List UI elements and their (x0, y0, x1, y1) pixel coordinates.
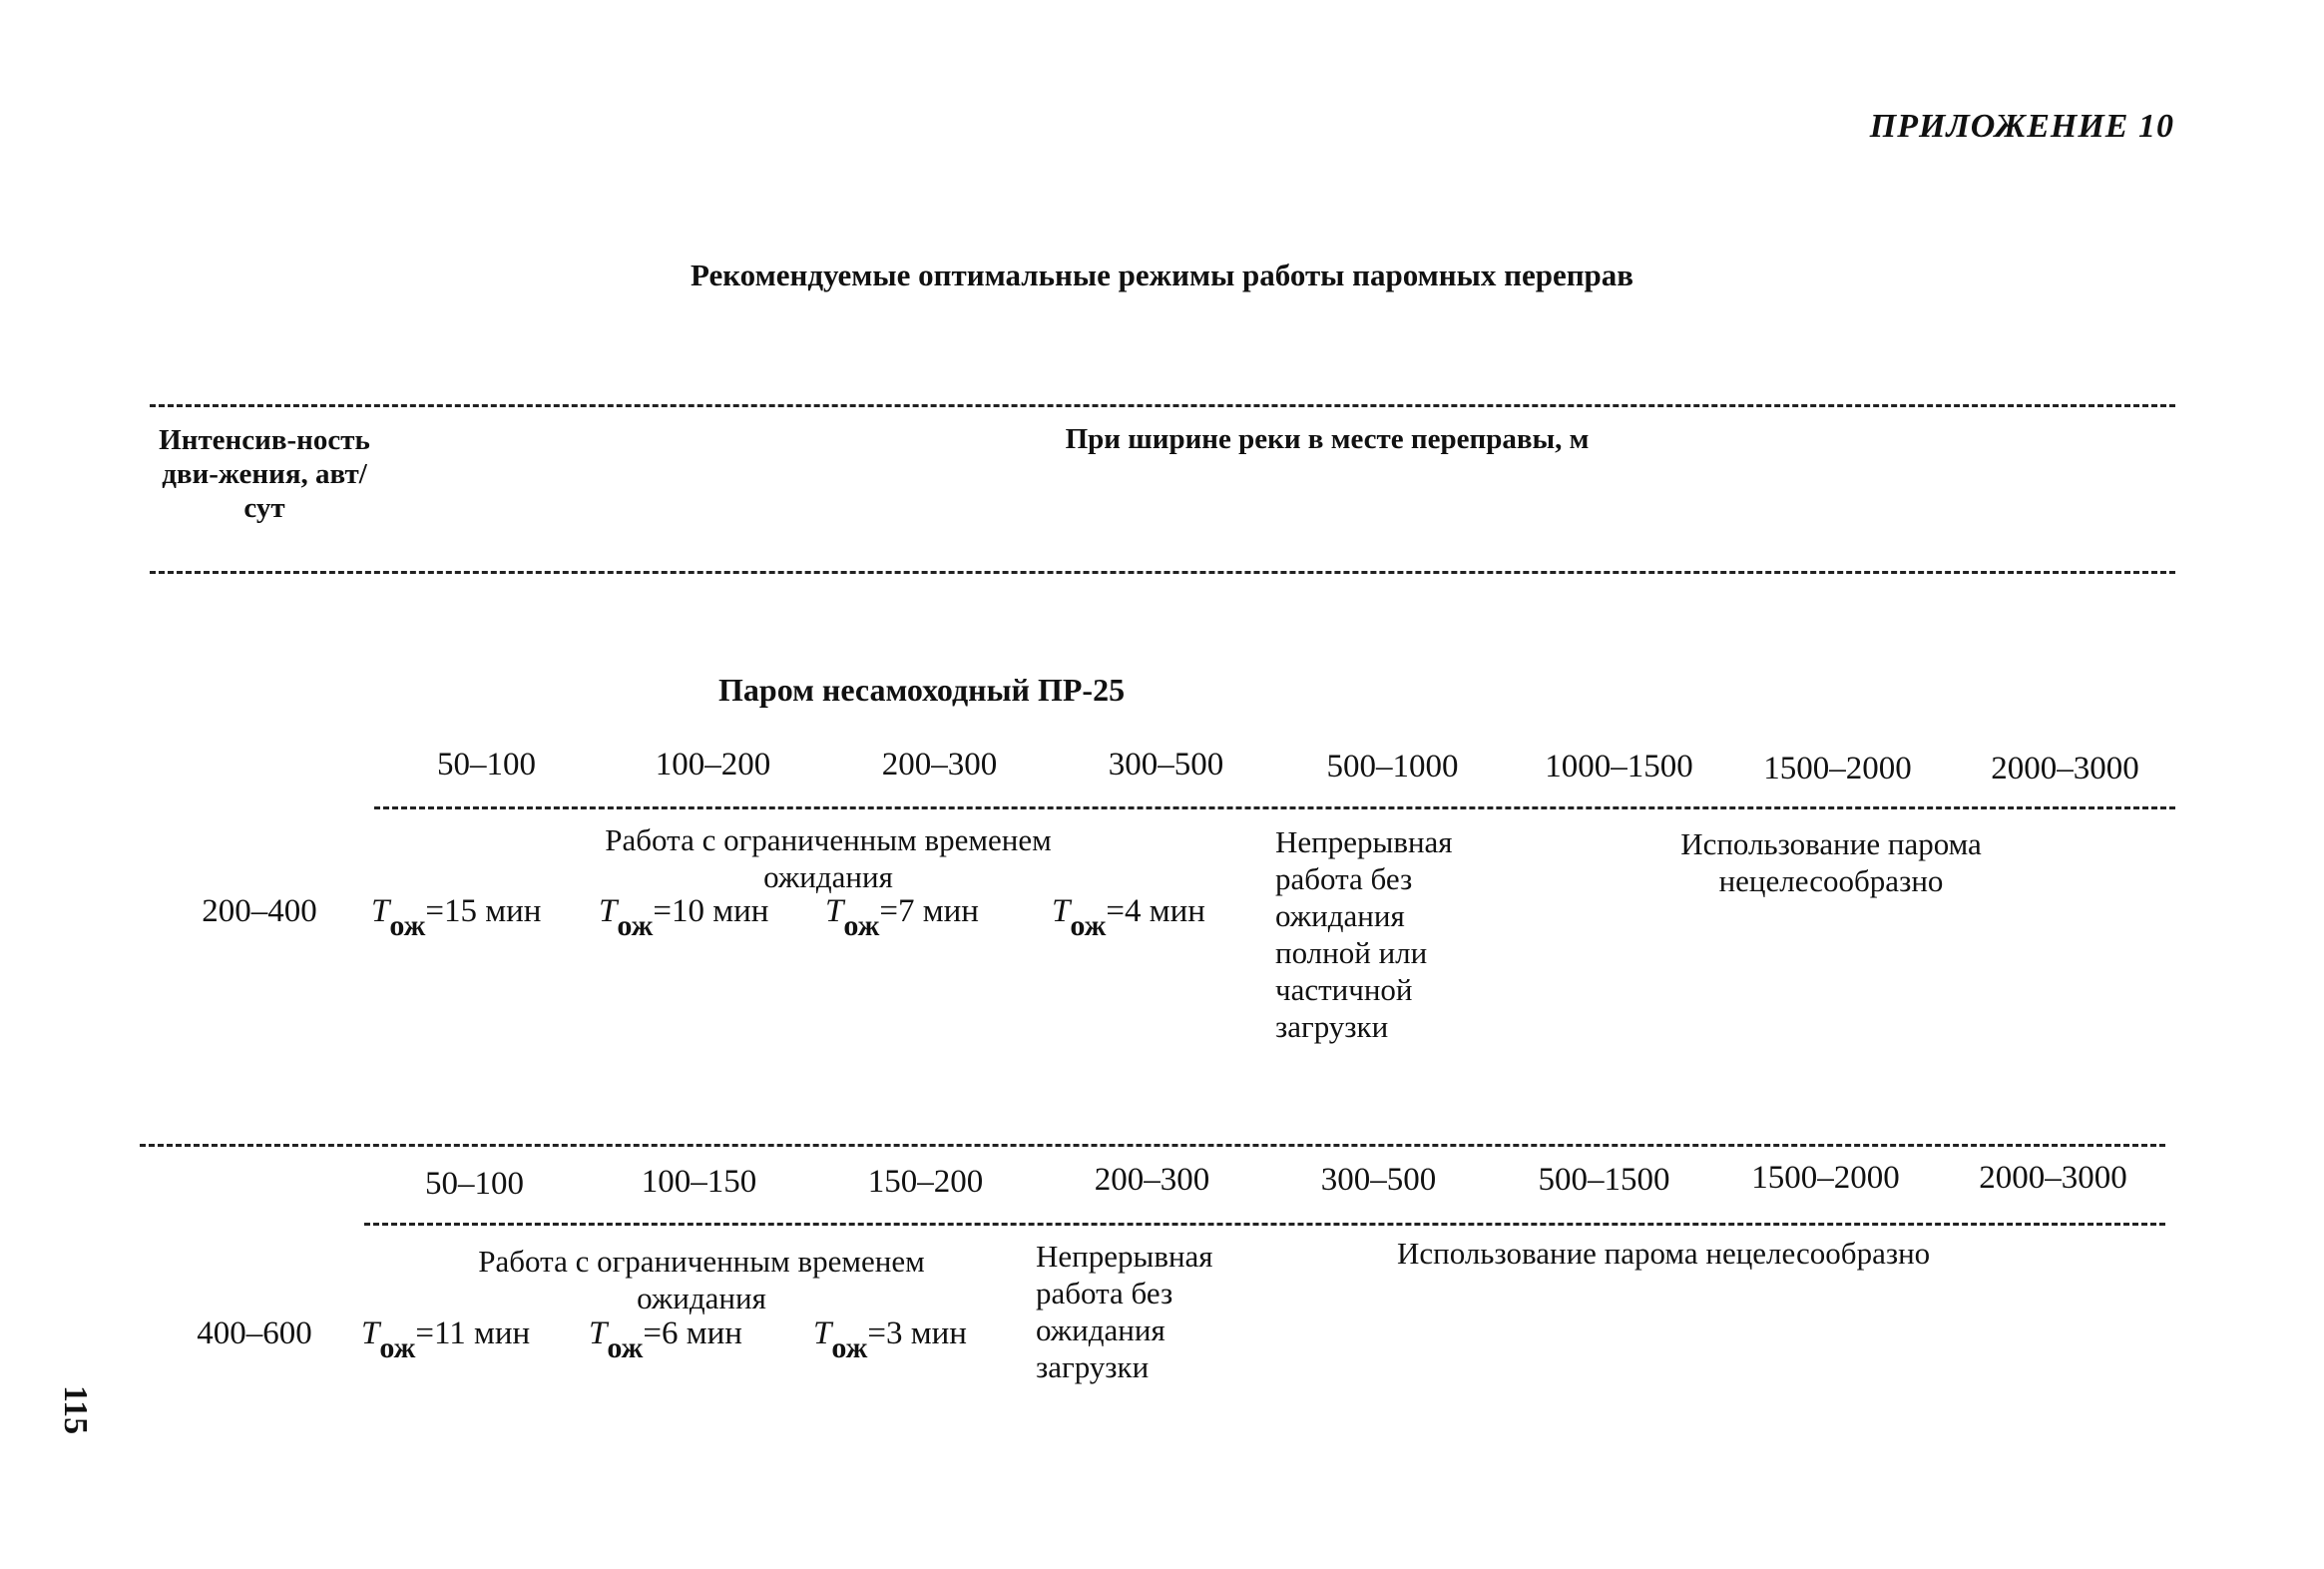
range-1-7: 1500–2000 (1763, 751, 1912, 786)
range-1-6: 1000–1500 (1545, 749, 1693, 784)
wait-symbol: T (371, 893, 390, 929)
range-2-3: 150–200 (867, 1164, 984, 1200)
wait-subscript: ож (389, 909, 426, 942)
section-title-ferry: Паром несамоходный ПР-25 (718, 672, 1126, 708)
section2-not-advisable-label: Использование парома нецелесообразно (1397, 1236, 1931, 1271)
section1-wait-3 (825, 893, 979, 942)
wait-symbol: T (1052, 893, 1071, 929)
wait-subscript: ож (843, 909, 880, 942)
wait-symbol: T (361, 1315, 380, 1351)
section1-wait-1 (371, 893, 542, 942)
wait-subscript: ож (831, 1331, 868, 1364)
section1-not-advisable-label: Использование парома нецелесообразно (1680, 826, 1982, 898)
range-1-1: 50–100 (437, 747, 536, 783)
range-2-4: 200–300 (1094, 1162, 1210, 1198)
section2-wait-3 (813, 1315, 967, 1364)
range-2-6: 500–1500 (1538, 1162, 1670, 1198)
wait-value: =7 мин (879, 893, 979, 929)
range-2-2: 100–150 (641, 1164, 757, 1200)
section1-limited-label: Работа с ограниченным временем ожидания (605, 822, 1052, 894)
section1-wait-2 (599, 893, 769, 942)
wait-value: =6 мин (643, 1315, 742, 1351)
wait-value: =11 мин (415, 1315, 531, 1351)
range-2-5: 300–500 (1320, 1162, 1437, 1198)
header-intensity: Интенсив-ность дви-жения, авт/сут (159, 424, 370, 524)
wait-subscript: ож (607, 1331, 644, 1364)
wait-subscript: ож (379, 1331, 416, 1364)
wait-symbol: T (589, 1315, 608, 1351)
wait-symbol: T (599, 893, 618, 929)
wait-symbol: T (825, 893, 844, 929)
wait-symbol: T (813, 1315, 832, 1351)
range-2-7: 1500–2000 (1751, 1160, 1900, 1196)
range-1-2: 100–200 (655, 747, 771, 783)
wait-value: =3 мин (867, 1315, 967, 1351)
range-2-1: 50–100 (425, 1166, 524, 1202)
section2-wait-2 (589, 1315, 742, 1364)
page-number: 115 (57, 1385, 94, 1435)
range-1-3: 200–300 (881, 747, 998, 783)
range-1-4: 300–500 (1108, 747, 1224, 783)
wait-subscript: ож (617, 909, 654, 942)
section1-intensity: 200–400 (202, 893, 317, 929)
section2-limited-label: Работа с ограниченным временем ожидания (478, 1244, 925, 1315)
section1-ranges-rule (374, 806, 2175, 809)
section2-top-rule (140, 1144, 2165, 1147)
section2-wait-1 (361, 1315, 531, 1364)
range-2-8: 2000–3000 (1979, 1160, 2127, 1196)
wait-subscript: ож (1070, 909, 1107, 942)
header-river-width: При ширине реки в месте переправы, м (1065, 423, 1590, 455)
appendix-label: ПРИЛОЖЕНИЕ 10 (1869, 108, 2174, 145)
section2-continuous-label: Непрерывная работа без ожидания загрузки (1036, 1239, 1213, 1384)
section2-ranges-rule (364, 1223, 2165, 1226)
wait-value: =4 мин (1106, 893, 1205, 929)
wait-value: =15 мин (425, 893, 542, 929)
section1-wait-4 (1052, 893, 1205, 942)
document-title: Рекомендуемые оптимальные режимы работы паромных переправ (690, 258, 1634, 292)
table-header-rule (150, 571, 2175, 574)
wait-value: =10 мин (653, 893, 769, 929)
range-1-8: 2000–3000 (1991, 751, 2139, 786)
range-1-5: 500–1000 (1326, 749, 1459, 784)
section2-intensity: 400–600 (197, 1315, 312, 1351)
section1-continuous-label: Непрерывная работа без ожидания полной или частичной загрузки (1275, 824, 1453, 1044)
table-top-rule (150, 404, 2175, 407)
